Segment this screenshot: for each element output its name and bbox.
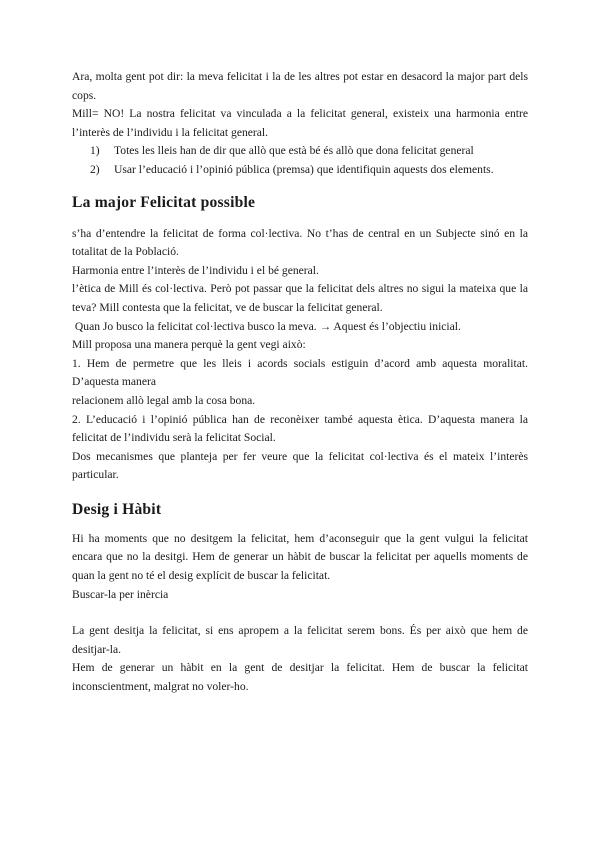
paragraph: relacionem allò legal amb la cosa bona. <box>72 393 256 407</box>
list-item-number: 2) <box>90 162 100 176</box>
paragraph: l’ètica de Mill és col·lectiva. Però pot passar que la felicitat dels altres no sigui la mateixa que la teva? Mill contesta que la felicitat, ve de buscar la felicitat general. <box>72 282 528 314</box>
paragraph: La gent desitja la felicitat, si ens apropem a la felicitat serem bons. És per això que hem de desitjar-la. <box>72 624 528 656</box>
section-heading-major-felicitat: La major Felicitat possible <box>72 193 256 211</box>
paragraph: Hi ha moments que no desitgem la felicitat, hem d’aconseguir que la gent vulgui la felicitat encara que no la desitgi. Hem de generar un hàbit de buscar la felicitat per aquells moments de quan la gent no té el desig explícit de buscar la felicitat. <box>72 531 528 583</box>
paragraph: Quan Jo busco la felicitat col·lectiva busco la meva. → Aquest és l’objectiu inicial. <box>72 319 461 333</box>
paragraph: s’ha d’entendre la felicitat de forma col·lectiva. No t’has de central en un Subjecte sinó en la totalitat de la Població. <box>72 226 528 259</box>
intro-list <box>72 142 528 179</box>
paragraph: Mill proposa una manera perquè la gent vegi això: <box>72 338 306 352</box>
document-page <box>72 68 528 697</box>
intro-paragraph-1: Ara, molta gent pot dir: la meva felicitat i la de les altres pot estar en desacord la major part dels cops. <box>72 70 528 102</box>
paragraph: 1. Hem de permetre que les lleis i acords socials estiguin d’acord amb aquesta moralitat. D’aquesta manera <box>72 356 528 389</box>
list-item-text: Usar l’educació i l’opinió pública (premsa) que identifiquin aquests dos elements. <box>114 162 494 176</box>
intro-paragraph-2: Mill= NO! La nostra felicitat va vinculada a la felicitat general, existeix una harmonia entre l’interès de l’individu i la felicitat general. <box>72 107 528 139</box>
paragraph: Harmonia entre l’interès de l’individu i el bé general. <box>72 263 319 277</box>
paragraph: Buscar-la per inèrcia <box>72 587 169 601</box>
paragraph: Dos mecanismes que planteja per fer veure que la felicitat col·lectiva és el mateix l’interès particular. <box>72 449 528 482</box>
list-item <box>72 161 528 180</box>
list-item <box>72 142 528 161</box>
paragraph: Hem de generar un hàbit en la gent de desitjar la felicitat. Hem de buscar la felicitat inconscientment, malgrat no voler-ho. <box>72 661 528 694</box>
list-item-number: 1) <box>90 144 100 158</box>
list-item-text: Totes les lleis han de dir que allò que està bé és allò que dona felicitat general <box>114 144 474 158</box>
section-heading-desig-habit: Desig i Hàbit <box>72 500 162 518</box>
paragraph: 2. L’educació i l’opinió pública han de reconèixer també aquesta ètica. D’aquesta manera la felicitat de l’individu serà la felicitat Social. <box>72 412 528 445</box>
blank-line <box>72 604 528 622</box>
